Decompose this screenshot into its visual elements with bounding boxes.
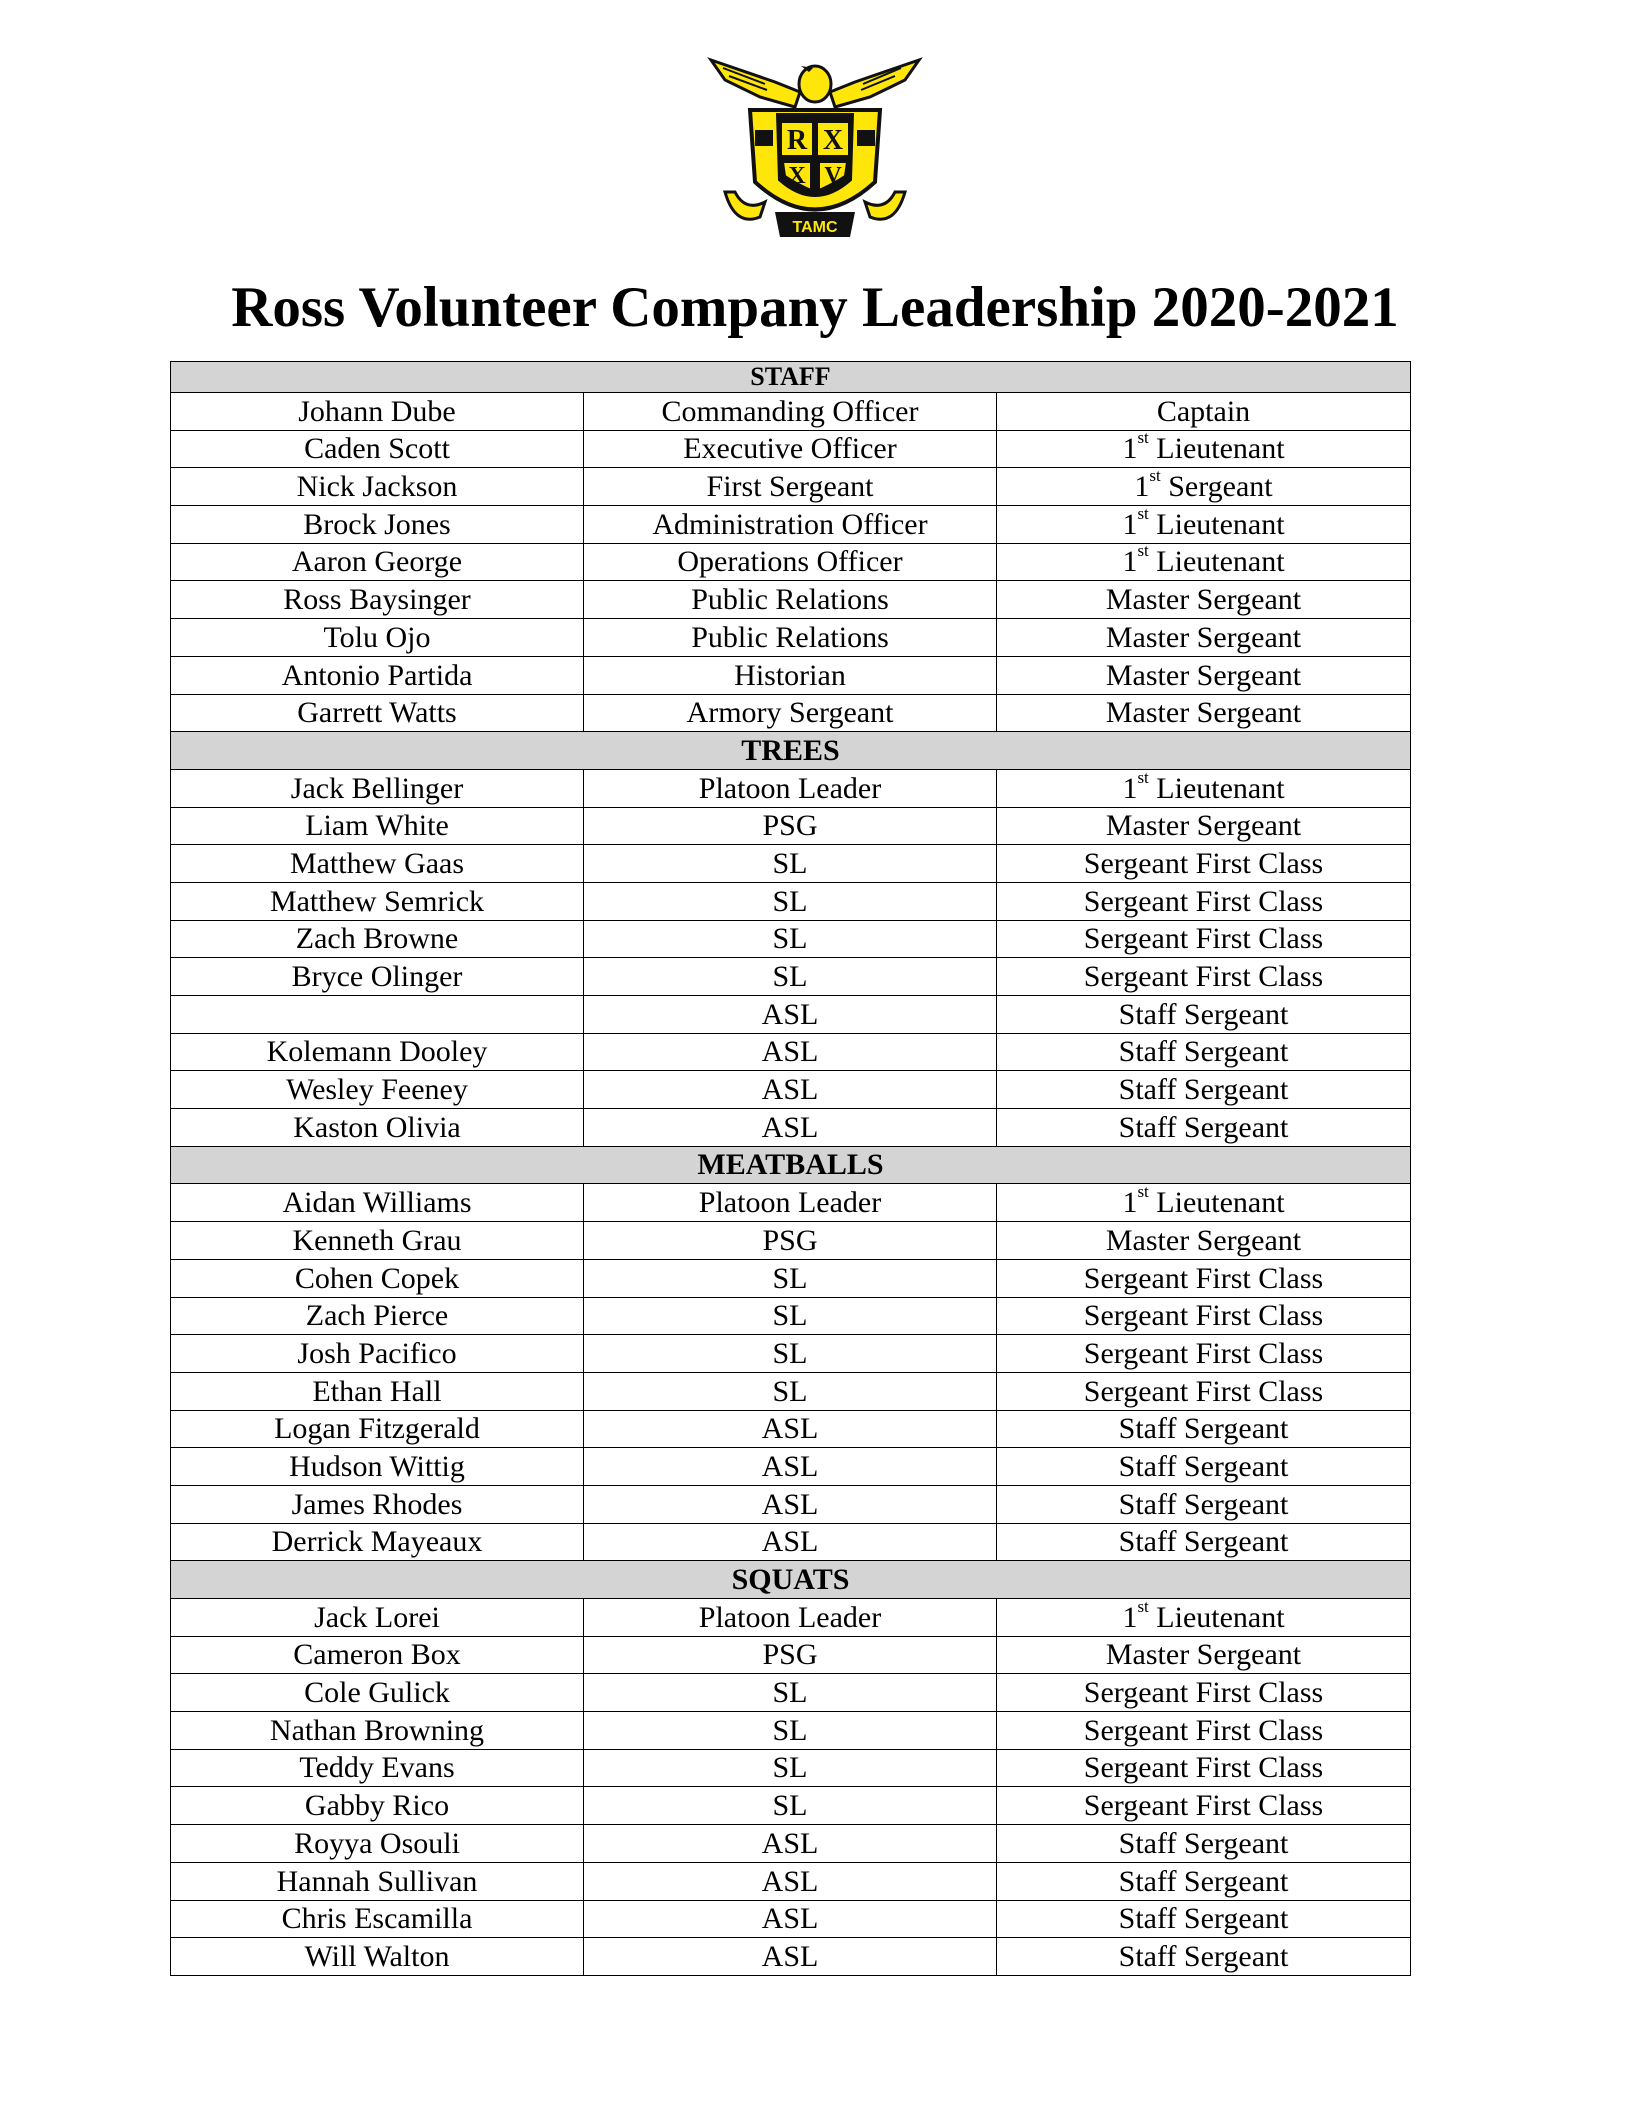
- table-row: [171, 1259, 1411, 1297]
- rank-cell: Sergeant First Class: [997, 1787, 1411, 1825]
- member-name-cell: Kenneth Grau: [171, 1222, 584, 1260]
- page-title: Ross Volunteer Company Leadership 2020-2021: [231, 276, 1399, 339]
- rvc-crest-logo: [705, 52, 925, 252]
- table-row: [171, 1523, 1411, 1561]
- position-cell: First Sergeant: [584, 468, 997, 506]
- rank-title: Lieutenant: [1156, 432, 1285, 466]
- table-row: [171, 1184, 1411, 1222]
- rank-cell: [997, 506, 1411, 544]
- position-cell: SL: [584, 1787, 997, 1825]
- rank-cell: Sergeant First Class: [997, 1259, 1411, 1297]
- rank-ordinal: 1: [1122, 507, 1138, 541]
- rank-cell: Master Sergeant: [997, 581, 1411, 619]
- rank-cell: Staff Sergeant: [997, 1033, 1411, 1071]
- rank-cell: [997, 430, 1411, 468]
- member-name-cell: Jack Lorei: [171, 1599, 584, 1637]
- member-name-cell: Kolemann Dooley: [171, 1033, 584, 1071]
- member-name-cell: Hannah Sullivan: [171, 1862, 584, 1900]
- member-name-cell: Nick Jackson: [171, 468, 584, 506]
- rank-cell: Staff Sergeant: [997, 1523, 1411, 1561]
- position-cell: SL: [584, 1372, 997, 1410]
- table-row: [171, 882, 1411, 920]
- rank-cell: Master Sergeant: [997, 694, 1411, 732]
- section-header-row: [171, 362, 1411, 393]
- rank-cell: Sergeant First Class: [997, 920, 1411, 958]
- position-cell: SL: [584, 845, 997, 883]
- rank-ordinal: 1: [1122, 545, 1138, 579]
- table-row: [171, 1222, 1411, 1260]
- table-row: [171, 1787, 1411, 1825]
- member-name-cell: Caden Scott: [171, 430, 584, 468]
- position-cell: SL: [584, 1259, 997, 1297]
- rank-ordinal: 1: [1122, 432, 1138, 466]
- position-cell: Armory Sergeant: [584, 694, 997, 732]
- position-cell: ASL: [584, 1862, 997, 1900]
- rank-cell: Sergeant First Class: [997, 845, 1411, 883]
- member-name-cell: Cole Gulick: [171, 1674, 584, 1712]
- rank-cell: Sergeant First Class: [997, 1372, 1411, 1410]
- table-row: [171, 1938, 1411, 1976]
- position-cell: ASL: [584, 1900, 997, 1938]
- table-row: [171, 845, 1411, 883]
- leadership-table: [170, 361, 1411, 1976]
- position-cell: ASL: [584, 1448, 997, 1486]
- position-cell: Platoon Leader: [584, 1184, 997, 1222]
- member-name-cell: Nathan Browning: [171, 1712, 584, 1750]
- rank-cell: Staff Sergeant: [997, 1825, 1411, 1863]
- position-cell: ASL: [584, 1485, 997, 1523]
- position-cell: SL: [584, 882, 997, 920]
- position-cell: ASL: [584, 1938, 997, 1976]
- rank-ordinal-suffix: st: [1149, 467, 1161, 486]
- rank-ordinal-suffix: st: [1137, 543, 1149, 561]
- table-row: [171, 1335, 1411, 1373]
- crest-banner-text: TAMC: [792, 219, 838, 236]
- member-name-cell: Zach Pierce: [171, 1297, 584, 1335]
- member-name-cell: Bryce Olinger: [171, 958, 584, 996]
- table-row: [171, 468, 1411, 506]
- position-cell: Platoon Leader: [584, 1599, 997, 1637]
- member-name-cell: Antonio Partida: [171, 656, 584, 694]
- rank-cell: Staff Sergeant: [997, 1071, 1411, 1109]
- rank-title: Lieutenant: [1156, 1186, 1285, 1220]
- member-name-cell: Jack Bellinger: [171, 769, 584, 807]
- position-cell: Public Relations: [584, 581, 997, 619]
- member-name-cell: Garrett Watts: [171, 694, 584, 732]
- position-cell: Executive Officer: [584, 430, 997, 468]
- table-row: [171, 1033, 1411, 1071]
- position-cell: SL: [584, 1335, 997, 1373]
- table-row: [171, 1636, 1411, 1674]
- member-name-cell: Ross Baysinger: [171, 581, 584, 619]
- member-name-cell: Hudson Wittig: [171, 1448, 584, 1486]
- section-header-row: [171, 1561, 1411, 1599]
- table-row: [171, 958, 1411, 996]
- member-name-cell: Liam White: [171, 807, 584, 845]
- rank-title: Lieutenant: [1156, 771, 1285, 805]
- member-name-cell: Ethan Hall: [171, 1372, 584, 1410]
- position-cell: SL: [584, 1674, 997, 1712]
- section-title: STAFF: [171, 362, 1411, 393]
- table-row: [171, 1900, 1411, 1938]
- member-name-cell: Will Walton: [171, 1938, 584, 1976]
- rank-ordinal-suffix: st: [1137, 430, 1149, 448]
- position-cell: ASL: [584, 1410, 997, 1448]
- position-cell: Administration Officer: [584, 506, 997, 544]
- position-cell: Operations Officer: [584, 543, 997, 581]
- member-name-cell: Gabby Rico: [171, 1787, 584, 1825]
- rank-ordinal: 1: [1134, 470, 1150, 504]
- table-row: [171, 1825, 1411, 1863]
- position-cell: Commanding Officer: [584, 393, 997, 431]
- table-row: [171, 996, 1411, 1034]
- section-title: TREES: [171, 732, 1411, 770]
- table-row: [171, 769, 1411, 807]
- member-name-cell: Zach Browne: [171, 920, 584, 958]
- rank-cell: [997, 468, 1411, 506]
- rank-cell: [997, 543, 1411, 581]
- rank-ordinal: 1: [1122, 1186, 1138, 1220]
- crest-letter-x-top: X: [822, 125, 844, 156]
- member-name-cell: Johann Dube: [171, 393, 584, 431]
- rank-cell: Sergeant First Class: [997, 882, 1411, 920]
- position-cell: Platoon Leader: [584, 769, 997, 807]
- table-row: [171, 1749, 1411, 1787]
- rank-cell: Staff Sergeant: [997, 1938, 1411, 1976]
- rank-cell: Staff Sergeant: [997, 1862, 1411, 1900]
- table-row: [171, 1485, 1411, 1523]
- table-row: [171, 1109, 1411, 1147]
- member-name-cell: Cameron Box: [171, 1636, 584, 1674]
- crest-letter-v: V: [824, 163, 842, 189]
- position-cell: SL: [584, 1749, 997, 1787]
- position-cell: PSG: [584, 807, 997, 845]
- rank-cell: Sergeant First Class: [997, 1712, 1411, 1750]
- member-name-cell: Derrick Mayeaux: [171, 1523, 584, 1561]
- position-cell: Public Relations: [584, 619, 997, 657]
- position-cell: ASL: [584, 1071, 997, 1109]
- position-cell: SL: [584, 958, 997, 996]
- table-row: [171, 1599, 1411, 1637]
- rank-ordinal-suffix: st: [1137, 1598, 1149, 1616]
- rank-cell: Staff Sergeant: [997, 1410, 1411, 1448]
- member-name-cell: Aidan Williams: [171, 1184, 584, 1222]
- rank-ordinal-suffix: st: [1137, 505, 1149, 523]
- position-cell: ASL: [584, 1825, 997, 1863]
- member-name-cell: Kaston Olivia: [171, 1109, 584, 1147]
- rank-cell: Sergeant First Class: [997, 1335, 1411, 1373]
- rank-cell: Staff Sergeant: [997, 1900, 1411, 1938]
- member-name-cell: Aaron George: [171, 543, 584, 581]
- leadership-table-body: [171, 362, 1411, 1976]
- position-cell: SL: [584, 1297, 997, 1335]
- table-row: [171, 694, 1411, 732]
- rank-cell: Sergeant First Class: [997, 1297, 1411, 1335]
- table-row: [171, 393, 1411, 431]
- position-cell: ASL: [584, 1033, 997, 1071]
- member-name-cell: [171, 996, 584, 1034]
- position-cell: PSG: [584, 1636, 997, 1674]
- position-cell: SL: [584, 1712, 997, 1750]
- position-cell: ASL: [584, 1523, 997, 1561]
- table-row: [171, 920, 1411, 958]
- table-row: [171, 430, 1411, 468]
- rank-cell: Master Sergeant: [997, 807, 1411, 845]
- rank-cell: Master Sergeant: [997, 656, 1411, 694]
- position-cell: Historian: [584, 656, 997, 694]
- position-cell: PSG: [584, 1222, 997, 1260]
- member-name-cell: Matthew Gaas: [171, 845, 584, 883]
- member-name-cell: James Rhodes: [171, 1485, 584, 1523]
- crest-letter-r: R: [786, 125, 808, 156]
- rank-cell: Master Sergeant: [997, 619, 1411, 657]
- rank-cell: Master Sergeant: [997, 1636, 1411, 1674]
- table-row: [171, 1372, 1411, 1410]
- rank-cell: Staff Sergeant: [997, 1109, 1411, 1147]
- rank-cell: Staff Sergeant: [997, 1448, 1411, 1486]
- rank-cell: Sergeant First Class: [997, 1749, 1411, 1787]
- table-row: [171, 656, 1411, 694]
- rank-cell: [997, 769, 1411, 807]
- table-row: [171, 581, 1411, 619]
- table-row: [171, 543, 1411, 581]
- section-title: MEATBALLS: [171, 1146, 1411, 1184]
- section-title: SQUATS: [171, 1561, 1411, 1599]
- rank-title: Lieutenant: [1156, 545, 1285, 579]
- rank-ordinal: 1: [1122, 1600, 1138, 1634]
- table-row: [171, 506, 1411, 544]
- table-row: [171, 1712, 1411, 1750]
- member-name-cell: Logan Fitzgerald: [171, 1410, 584, 1448]
- member-name-cell: Wesley Feeney: [171, 1071, 584, 1109]
- table-row: [171, 1297, 1411, 1335]
- member-name-cell: Teddy Evans: [171, 1749, 584, 1787]
- table-row: [171, 1410, 1411, 1448]
- rank-ordinal: 1: [1122, 771, 1138, 805]
- member-name-cell: Tolu Ojo: [171, 619, 584, 657]
- rank-title: Lieutenant: [1156, 507, 1285, 541]
- position-cell: SL: [584, 920, 997, 958]
- table-row: [171, 807, 1411, 845]
- member-name-cell: Josh Pacifico: [171, 1335, 584, 1373]
- position-cell: ASL: [584, 1109, 997, 1147]
- rank-cell: Sergeant First Class: [997, 1674, 1411, 1712]
- member-name-cell: Chris Escamilla: [171, 1900, 584, 1938]
- member-name-cell: Cohen Copek: [171, 1259, 584, 1297]
- rank-cell: Staff Sergeant: [997, 1485, 1411, 1523]
- table-row: [171, 1448, 1411, 1486]
- member-name-cell: Brock Jones: [171, 506, 584, 544]
- rank-cell: Staff Sergeant: [997, 996, 1411, 1034]
- rank-cell: Sergeant First Class: [997, 958, 1411, 996]
- member-name-cell: Matthew Semrick: [171, 882, 584, 920]
- table-row: [171, 1862, 1411, 1900]
- table-row: [171, 1674, 1411, 1712]
- rank-ordinal-suffix: st: [1137, 769, 1149, 787]
- crest-letter-x-bottom: X: [788, 163, 806, 189]
- member-name-cell: Royya Osouli: [171, 1825, 584, 1863]
- section-header-row: [171, 732, 1411, 770]
- position-cell: ASL: [584, 996, 997, 1034]
- section-header-row: [171, 1146, 1411, 1184]
- rank-title: Sergeant: [1168, 470, 1273, 504]
- table-row: [171, 1071, 1411, 1109]
- rank-cell: [997, 1184, 1411, 1222]
- rank-cell: [997, 1599, 1411, 1637]
- rank-ordinal-suffix: st: [1137, 1183, 1149, 1202]
- rank-cell: Master Sergeant: [997, 1222, 1411, 1260]
- table-row: [171, 619, 1411, 657]
- rank-cell: Captain: [997, 393, 1411, 431]
- rank-title: Lieutenant: [1156, 1600, 1285, 1634]
